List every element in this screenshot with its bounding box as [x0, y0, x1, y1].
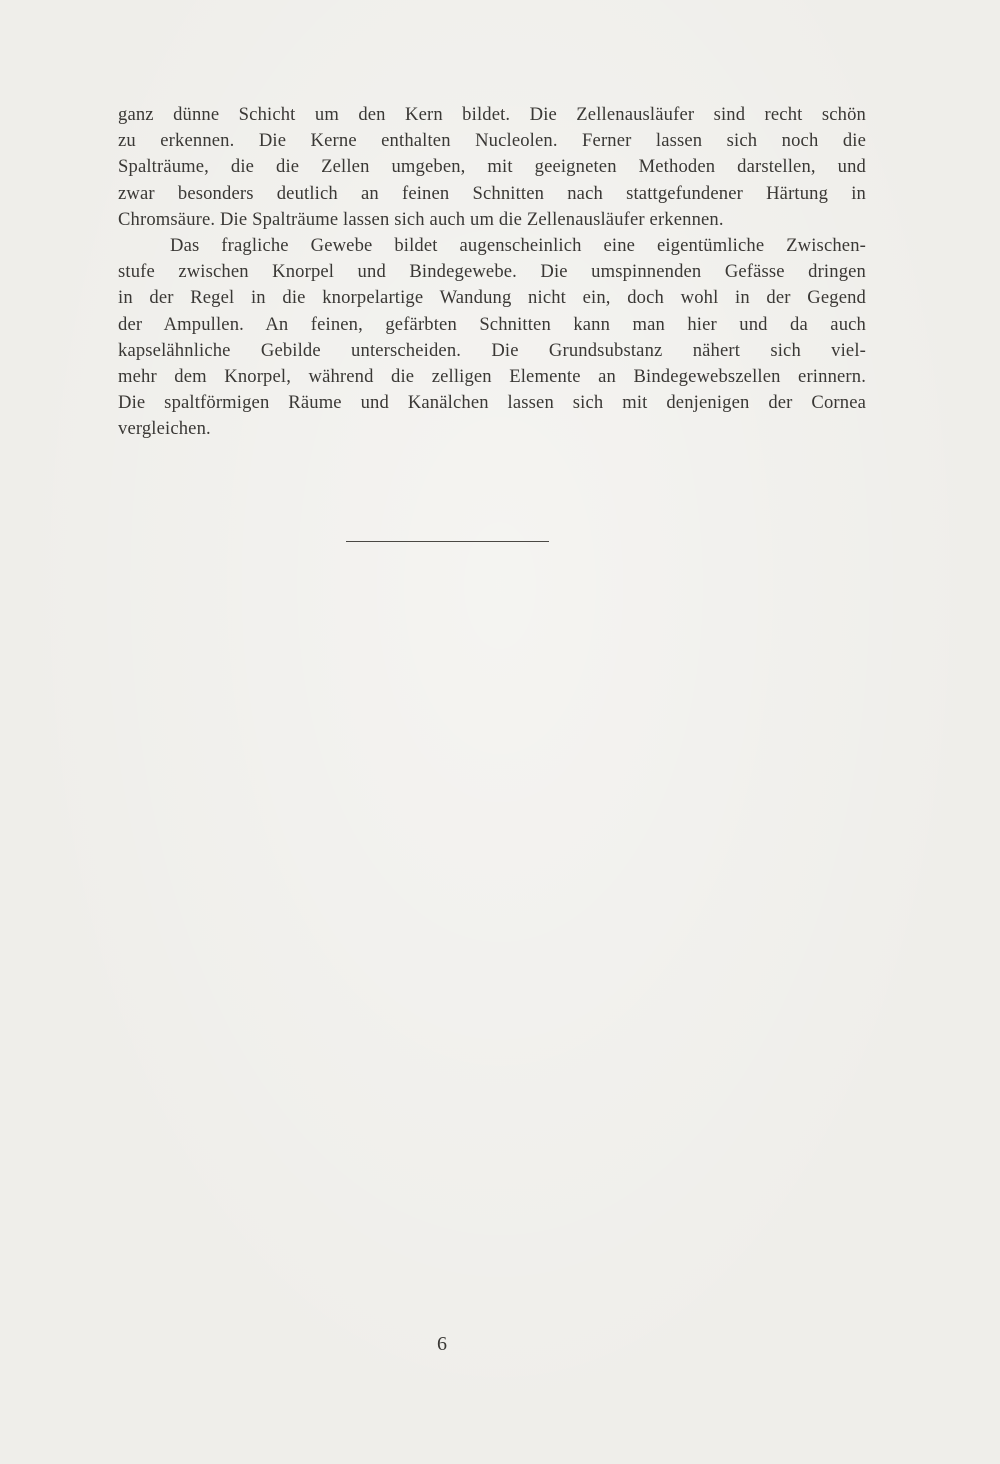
text-line: ganz dünne Schicht um den Kern bildet. Die Zellenausläufer sind recht schön [118, 104, 866, 125]
text-line: zwar besonders deutlich an feinen Schnitten nach stattgefundener Härtung in [118, 182, 866, 204]
text-line: Die spaltförmigen Räume und Kanälchen lassen sich mit denjenigen der Cornea [118, 392, 866, 414]
text-line: zu erkennen. Die Kerne enthalten Nucleolen. Ferner lassen sich noch die [118, 130, 866, 152]
text-line: Das fragliche Gewebe bildet augenscheinlich eine eigentümliche Zwischen- [170, 235, 866, 257]
text-line: mehr dem Knorpel, während die zelligen Elemente an Bindegewebszellen erinnern. [118, 366, 866, 388]
page-number: 6 [437, 1333, 447, 1355]
text-line: kapselähnliche Gebilde unterscheiden. Die Grundsubstanz nähert sich viel- [118, 339, 866, 361]
text-line: Chromsäure. Die Spalträume lassen sich auch um die Zellenausläufer erkennen. [118, 208, 724, 230]
section-divider-rule [346, 541, 549, 542]
page-number-container [0, 1333, 1000, 1356]
paragraph-2 [118, 233, 866, 443]
text-line: stufe zwischen Knorpel und Bindegewebe. Die umspinnenden Gefässe dringen [118, 261, 866, 283]
paragraph-1 [118, 102, 866, 233]
body-text [118, 102, 866, 443]
text-line: in der Regel in die knorpelartige Wandung nicht ein, doch wohl in der Gegend [118, 287, 866, 309]
text-line: vergleichen. [118, 418, 211, 440]
text-line: Spalträume, die die Zellen umgeben, mit geeigneten Methoden darstellen, und [118, 156, 866, 178]
text-line: der Ampullen. An feinen, gefärbten Schnitten kann man hier und da auch [118, 313, 866, 335]
